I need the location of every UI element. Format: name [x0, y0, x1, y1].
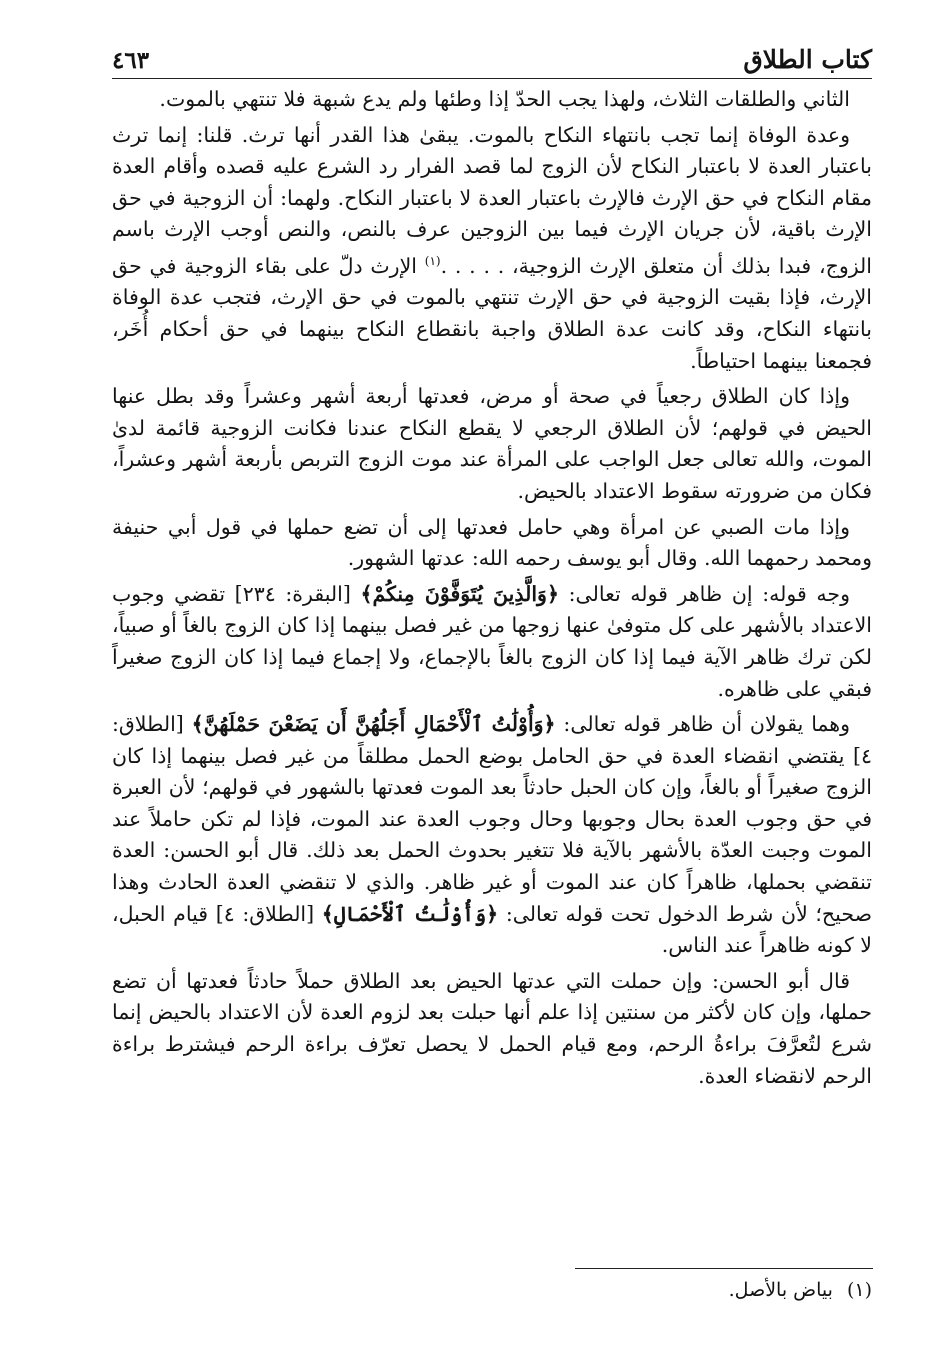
verse-reference: [الطلاق: ٤]	[208, 901, 322, 926]
paragraph: وإذا مات الصبي عن امرأة وهي حامل فعدتها إلى أن تضع حملها في قول أبي حنيفة ومحمد رحمهما الله. وقال أبو يوسف رحمه الله: عدتها الشهور.	[112, 514, 872, 571]
quran-verse: ﴿وَأُوْلَٰتُ ٱلْأَحْمَالِ﴾	[321, 901, 499, 926]
paragraph: قال أبو الحسن: وإن حملت التي عدتها الحيض بعد الطلاق حملاً حادثاً فعدتها أن تضع حملها، وإن كان لأكثر من سنتين إذا علم أنها حبلت بعد لزوم العدة لأن الاعتداد بالحيض إنما شرع لتُعرَّفَ براءةُ الرحم، ومع قيام الحمل لا يحصل تعرّف براءة الرحم فيشترط براءة الرحم لانقضاء العدة.	[112, 968, 872, 1088]
footnote-text: بياض بالأصل.	[728, 1279, 833, 1301]
quran-verse: ﴿وَالَّذِينَ يُتَوَفَّوْنَ مِنكُمْ﴾	[360, 581, 559, 606]
quran-verse: ﴿وَأُوْلَٰتُ ٱلْأَحْمَالِ أَجَلُهُنَّ أَن يَضَعْنَ حَمْلَهُنَّ﴾	[191, 712, 556, 737]
page-header	[112, 28, 872, 74]
header-rule	[112, 78, 872, 79]
paragraph: وإذا كان الطلاق رجعياً في صحة أو مرض، فعدتها أربعة أشهر وعشراً وقد بطل عنها الحيض في قولهم؛ لأن الطلاق الرجعي لا يقطع النكاح عندنا فكانت الزوجية قائمة لدىٰ الموت، والله تعالى جعل الواجب على المرأة عند موت الزوج التربص بأربعة أشهر وعشراً، فكان من ضرورته سقوط الاعتداد بالحيض.	[112, 384, 872, 503]
footnote-rule	[575, 1268, 873, 1269]
paragraph: وجه قوله: إن ظاهر قوله تعالى: ﴿وَالَّذِينَ يُتَوَفَّوْنَ مِنكُمْ﴾ [البقرة: ٢٣٤] تقضي وجوب الاعتداد بالأشهر على كل متوفىٰ عنها زوجها من غير فصل بينهما إذا كان الزوج بالغاً أو صبياً، لكن ترك ظاهر الآية فيما إذا كان الزوج بالغاً بالإجماع، ولا إجماع فيما إذا كان الزوج صغيراً فبقي على ظاهره.	[112, 581, 872, 701]
footnote-marker: (١)	[424, 253, 441, 268]
paragraph: الثاني والطلقات الثلاث، ولهذا يجب الحدّ إذا وطئها ولم يدع شبهة فلا تنتهي بالموت.	[159, 87, 850, 111]
footnote-number: (١)	[846, 1279, 872, 1301]
verse-reference: [الطلاق: ٤]	[112, 712, 872, 768]
page-number: ٤٦٣	[112, 47, 150, 74]
running-title: كتاب الطلاق	[743, 45, 872, 74]
paragraph: وعدة الوفاة إنما تجب بانتهاء النكاح بالموت. يبقىٰ هذا القدر أنها ترث. قلنا: إنما ترث باعتبار العدة لا باعتبار النكاح لأن الزوج لما قصد الفرار رد الشرع عليه قصده وأقام العدة مقام النكاح في حق الإرث فالإرث باعتبار العدة لا باعتبار النكاح. ولهما: أن الزوجية في حق الإرث باقية، لأن جريان الإرث فيما بين الزوجين عرف بالنص، والنص أوجب الإرث باسم الزوج، فبدا بذلك أن متعلق الإرث الزوجية، . . . . .$^{(١)}$ الإرث دلّ على بقاء الزوجية في حق الإرث، فإذا بقيت الزوجية في حق الإرث تنتهي بالموت في حق الإرث، فتجب عدة الوفاة بانتهاء النكاح، وقد كانت عدة الطلاق واجبة بانقطاع النكاح بينهما في حق أحكام أُخَر، فجمعنا بينهما احتياطاً.	[112, 122, 872, 373]
footnote	[112, 1276, 872, 1304]
main-text	[112, 84, 872, 1096]
paragraph: وهما يقولان أن ظاهر قوله تعالى: ﴿وَأُوْلَٰتُ ٱلْأَحْمَالِ أَجَلُهُنَّ أَن يَضَعْنَ حَمْلَهُنَّ﴾ [الطلاق: ٤] يقتضي انقضاء العدة في حق الحامل بوضع الحمل مطلقاً من غير فصل بينهما إذا كان الزوج صغيراً أو بالغاً، وإن كان الحبل حادثاً بعد الموت فعدتها بالشهور في قولهم؛ لأن العبرة في حق وجوب العدة بحال وجوبها وحال وجوب العدة عند الموت، فإذا لم تكن حاملاً عند الموت وجبت العدّة بالأشهر بالآية فلا تتغير بحدوث الحمل بعد ذلك. قال أبو الحسن: العدة تنقضي بحملها، ظاهراً كان عند الموت أو غير ظاهر. والذي لا تنقضي العدة الحادث وهذا صحيح؛ لأن شرط الدخول تحت قوله تعالى: ﴿وَأُوْلَٰتُ ٱلْأَحْمَالِ﴾ [الطلاق: ٤] قيام الحبل، لا كونه ظاهراً عند الناس.	[112, 712, 872, 958]
verse-reference: [البقرة: ٢٣٤]	[225, 581, 361, 606]
